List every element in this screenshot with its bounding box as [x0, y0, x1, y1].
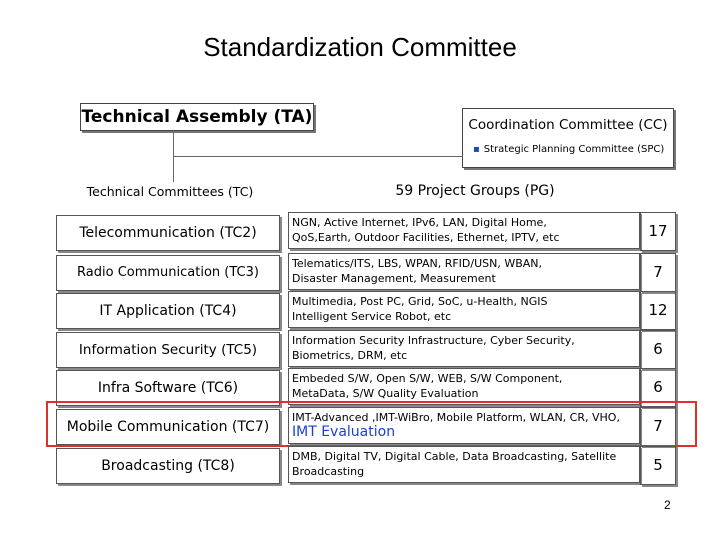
pg-count-tc2: 17 — [640, 212, 676, 251]
pg-line: Disaster Management, Measurement — [292, 272, 496, 285]
tc-box-tc8: Broadcasting (TC8) — [56, 448, 280, 484]
slide-title: Standardization Committee — [203, 32, 517, 62]
highlight-frame — [46, 401, 697, 447]
tc-box-tc5: Information Security (TC5) — [56, 332, 280, 368]
pg-box-tc4 — [288, 291, 640, 328]
pg-count-tc3: 7 — [640, 253, 676, 292]
coordination-committee-title: Coordination Committee (CC) — [468, 117, 668, 133]
pg-line: Multimedia, Post PC, Grid, SoC, u-Health, NGIS — [292, 295, 548, 308]
tc-header: Technical Committees (TC) — [86, 184, 254, 199]
tc-box-tc4: IT Application (TC4) — [56, 293, 280, 329]
pg-count-tc7: 7 — [640, 407, 676, 446]
pg-box-tc8 — [288, 446, 640, 483]
pg-count-tc6: 6 — [640, 368, 676, 407]
pg-box-tc5 — [288, 330, 640, 367]
spc-item — [473, 144, 664, 155]
pg-count-tc4: 12 — [640, 291, 676, 330]
pg-line: Intelligent Service Robot, etc — [292, 310, 452, 323]
pg-line: Telematics/ITS, LBS, WPAN, RFID/USN, WBAN, — [292, 257, 543, 270]
pg-header: 59 Project Groups (PG) — [395, 183, 555, 199]
coordination-committee-box — [462, 108, 674, 168]
tc-box-tc2: Telecommunication (TC2) — [56, 215, 280, 251]
pg-line: IMT-Advanced ,IMT-WiBro, Mobile Platform, WLAN, CR, VHO, — [292, 411, 620, 424]
pg-line: DMB, Digital TV, Digital Cable, Data Broadcasting, Satellite — [292, 450, 617, 463]
pg-box-tc2 — [288, 212, 640, 249]
pg-line: Embeded S/W, Open S/W, WEB, S/W Component, — [292, 372, 563, 385]
pg-line: MetaData, S/W Quality Evaluation — [292, 387, 479, 400]
pg-line: Broadcasting — [292, 465, 365, 478]
pg-line: Biometrics, DRM, etc — [292, 349, 408, 362]
page-number: 2 — [664, 498, 671, 512]
connector-ta-cc — [173, 156, 463, 157]
pg-line-emphasis: IMT Evaluation — [292, 424, 396, 440]
tc-box-tc3: Radio Communication (TC3) — [56, 255, 280, 291]
tc-box-tc7: Mobile Communication (TC7) — [56, 409, 280, 445]
pg-line: Information Security Infrastructure, Cyber Security, — [292, 334, 575, 347]
spc-label: Strategic Planning Committee (SPC) — [483, 144, 665, 155]
tc-box-tc6: Infra Software (TC6) — [56, 370, 280, 406]
pg-count-tc5: 6 — [640, 330, 676, 369]
pg-line: QoS,Earth, Outdoor Facilities, Ethernet, IPTV, etc — [292, 231, 560, 244]
pg-count-tc8: 5 — [640, 446, 676, 485]
pg-box-tc3 — [288, 253, 640, 290]
pg-line: NGN, Active Internet, IPv6, LAN, Digital Home, — [292, 216, 547, 229]
pg-box-tc6 — [288, 368, 640, 405]
technical-assembly-box: Technical Assembly (TA) — [80, 103, 314, 131]
bullet-icon: ▪ — [473, 144, 480, 155]
